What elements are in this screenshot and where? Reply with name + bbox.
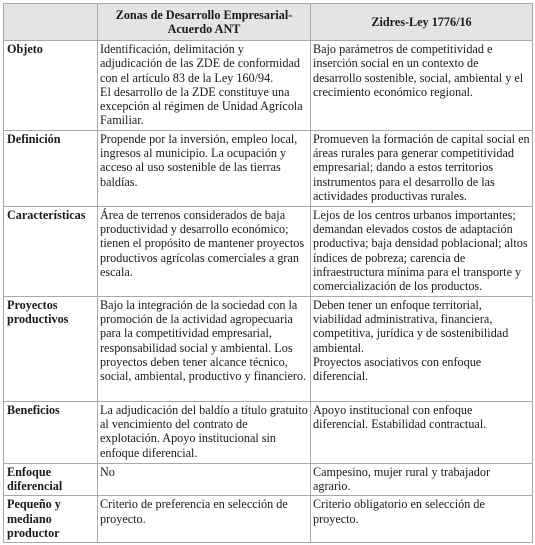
zde-cell: [98, 206, 311, 296]
table-row: [4, 463, 533, 496]
table-row: [4, 206, 533, 296]
row-label: Enfoque diferencial: [4, 463, 98, 496]
zidres-cell: [311, 401, 533, 463]
zidres-cell: [311, 206, 533, 296]
table-row: [4, 130, 533, 206]
cell-paragraph: Proyectos asociativos con enfoque diferencial.: [313, 354, 482, 384]
cell-paragraph: Campesino, mujer rural y trabajador agrario.: [313, 464, 490, 494]
zde-cell: [98, 463, 311, 496]
cell-paragraph: El desarrollo de la ZDE constituye una excepción al régimen de Unidad Agrícola Familiar.: [100, 84, 303, 128]
row-label: Proyectos productivos: [4, 296, 98, 401]
cell-paragraph: La adjudicación del baldío a título gratuito al vencimiento del contrato de explotación. Apoyo institucional sin enfoque diferencial.: [100, 402, 308, 460]
zidres-cell: [311, 463, 533, 496]
cell-paragraph: Identificación, delimitación y adjudicación de las ZDE de conformidad con el artículo 83 de la Ley 160/94.: [100, 42, 301, 85]
header-row: [4, 4, 533, 41]
cell-paragraph: Apoyo institucional con enfoque diferencial. Estabilidad contractual.: [313, 402, 487, 432]
cell-paragraph: Bajo la integración de la sociedad con la promoción de la actividad agropecuaria para la competitividad empresarial, responsabilidad social y ambiental. Los proyectos deben tener alcance técnico, social, ambiental, productivo y financiero.: [100, 297, 307, 384]
cell-paragraph: Criterio de preferencia en selección de proyecto.: [100, 497, 288, 526]
cell-paragraph: Bajo parámetros de competitividad e inserción social en un contexto de desarrollo sostenible, social, ambiental y el crecimiento económico regional.: [313, 42, 524, 99]
zidres-cell: [311, 130, 533, 206]
table-row: [4, 401, 533, 463]
row-label: Beneficios: [4, 401, 98, 463]
row-label: Características: [4, 206, 98, 296]
header-corner-cell: [4, 4, 98, 41]
cell-paragraph: No: [100, 464, 115, 479]
zde-cell: [98, 401, 311, 463]
cell-paragraph: Propende por la inversión, empleo local, ingresos al municipio. La ocupación y acceso al uso sostenible de las tierras baldías.: [100, 131, 298, 189]
zde-cell: [98, 130, 311, 206]
header-zidres: Zidres-Ley 1776/16: [311, 4, 533, 41]
table-row: [4, 296, 533, 401]
cell-paragraph: Deben tener un enfoque territorial, viabilidad administrativa, financiera, competitiva, jurídica y de sostenibilidad ambiental.: [313, 297, 509, 355]
zde-cell: [98, 296, 311, 401]
row-label: Pequeño y mediano productor: [4, 496, 98, 543]
cell-paragraph: Lejos de los centros urbanos importantes; demandan elevados costos de adaptación productiva; baja densidad poblacional; altos índices de pobreza; carencia de infraestructura mínima para el transporte y comercialización de los productos.: [313, 207, 528, 294]
table-body: [4, 41, 533, 543]
row-label: Definición: [4, 130, 98, 206]
cell-paragraph: Criterio obligatorio en selección de proyecto.: [313, 497, 485, 526]
cell-paragraph: Área de terrenos considerados de baja productividad y desarrollo económico; tienen el propósito de mantener proyectos productivos agrícolas comerciales a gran escala.: [100, 207, 305, 279]
zidres-cell: [311, 41, 533, 131]
table-row: [4, 496, 533, 543]
zde-cell: [98, 496, 311, 543]
zidres-cell: [311, 496, 533, 543]
comparison-table: [3, 3, 533, 543]
row-label: Objeto: [4, 41, 98, 131]
cell-paragraph: Promueven la formación de capital social en áreas rurales para generar competitividad empresarial; dando a estos territorios instrumentos para el desarrollo de las actividades productivas rurales.: [313, 131, 530, 203]
zde-cell: [98, 41, 311, 131]
zidres-cell: [311, 296, 533, 401]
header-zde: Zonas de Desarrollo Empresarial-Acuerdo ANT: [98, 4, 311, 41]
table-header: [4, 4, 533, 41]
table-row: [4, 41, 533, 131]
